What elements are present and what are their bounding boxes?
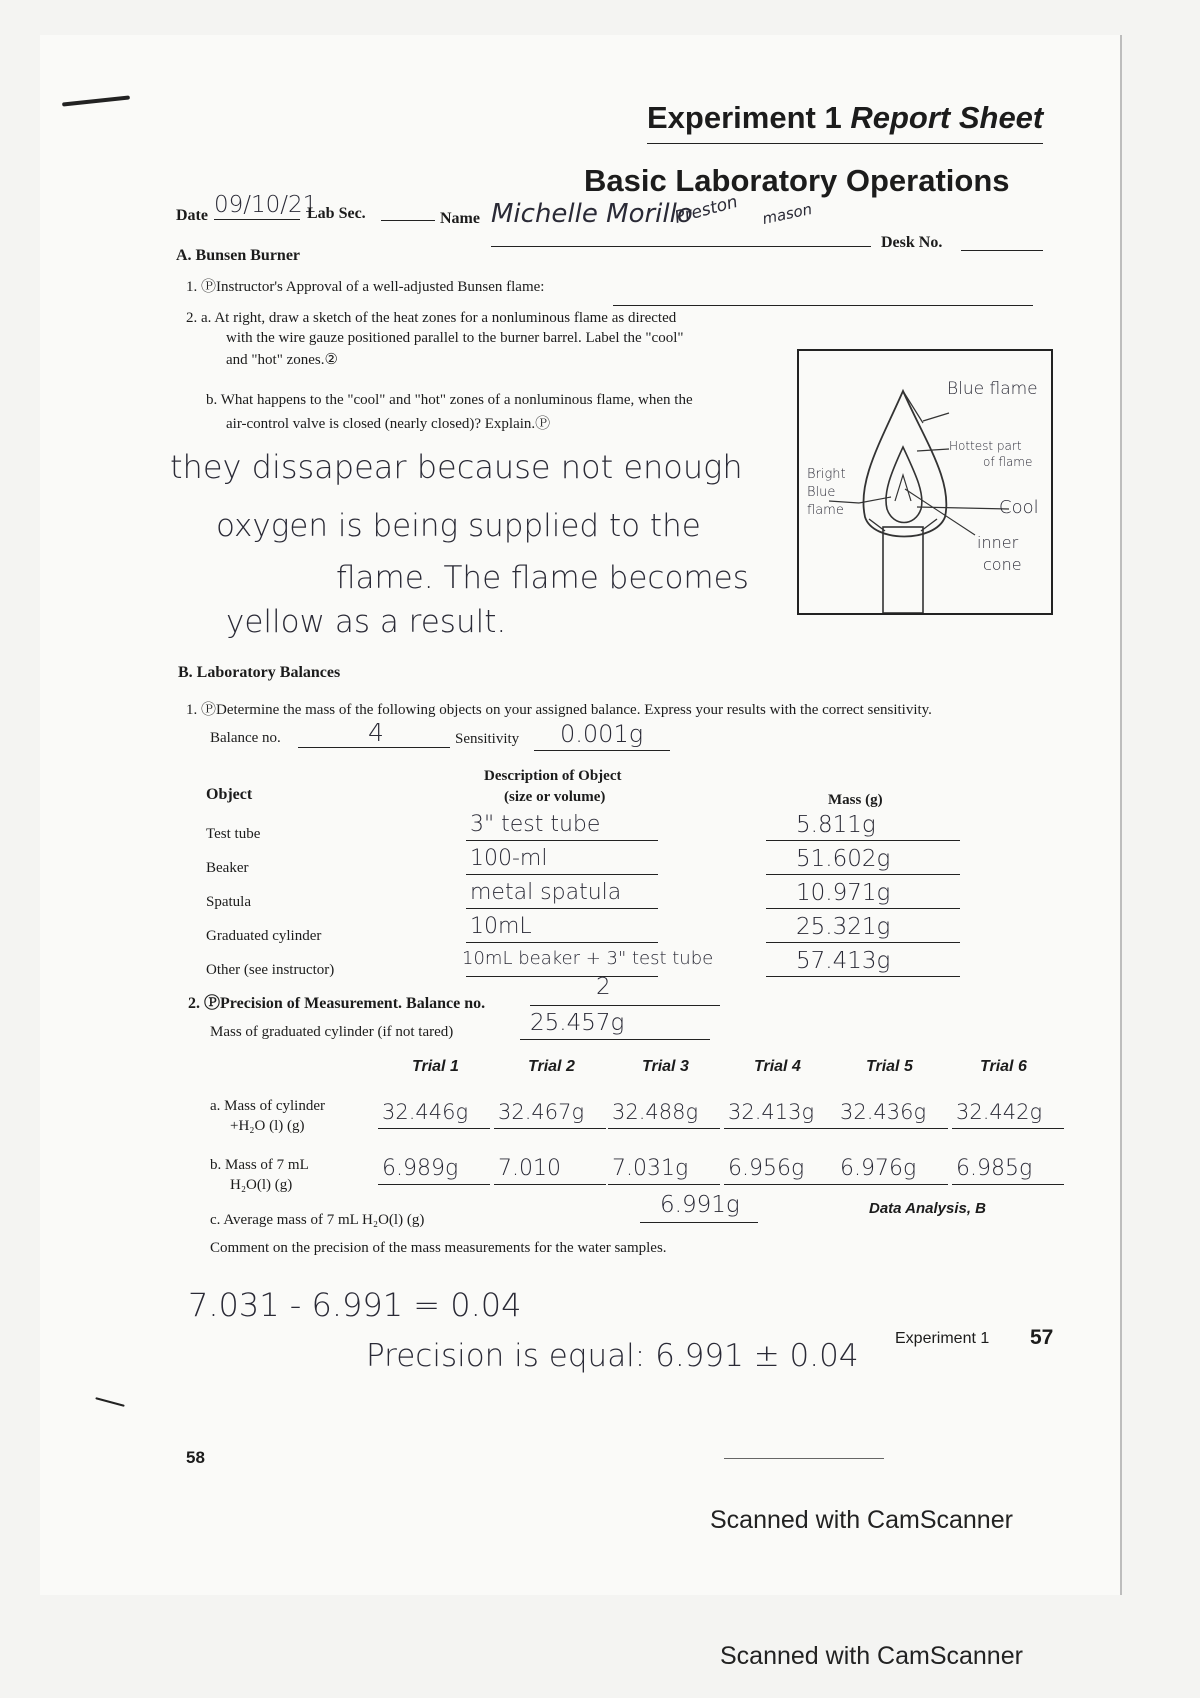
mass-cylinder-label: a. Mass of cylinder — [210, 1098, 325, 1114]
footer-rule — [724, 1458, 884, 1459]
section-a-q2b: air-control valve is closed (nearly closed)? Explain.Ⓟ — [226, 416, 551, 432]
average-mass-label: c. Average mass of 7 mL H₂O(l) (g) — [210, 1212, 425, 1228]
name-extra-2: mason — [760, 199, 814, 229]
cylinder-mass-line — [520, 1039, 710, 1040]
name-label: Name — [440, 210, 480, 227]
object-description: 3" test tube — [470, 812, 601, 837]
balance-line — [298, 747, 450, 748]
trial-header: Trial 1 — [412, 1058, 459, 1075]
report-title: Experiment 1 Report Sheet — [647, 100, 1044, 135]
precision-calculation: 7.031 - 6.991 = 0.04 — [188, 1286, 522, 1324]
object-description: 100-ml — [470, 846, 548, 871]
mass-line — [766, 976, 960, 977]
section-a-q2a: and "hot" zones.② — [226, 352, 338, 368]
section-b-q1: 1. ⓅDetermine the mass of the following objects on your assigned balance. Express your results with the correct sensitivity. — [186, 702, 932, 718]
sketch-label: Blue — [807, 485, 836, 500]
cylinder-mass-label: Mass of graduated cylinder (if not tared) — [210, 1024, 454, 1040]
name-line — [491, 246, 871, 247]
sketch-label: Cool — [999, 497, 1039, 518]
sensitivity-label: Sensitivity — [455, 731, 520, 747]
average-mass-line — [640, 1222, 758, 1223]
mass-line — [766, 942, 960, 943]
precision-balance-value: 2 — [596, 974, 611, 1000]
object-name: Test tube — [206, 826, 261, 842]
mass-line — [766, 908, 960, 909]
trial-line — [608, 1184, 720, 1185]
object-name: Beaker — [206, 860, 249, 876]
approval-line — [613, 305, 1033, 306]
trial-header: Trial 2 — [528, 1058, 575, 1075]
column-header-description: Description of Object — [484, 768, 622, 784]
trial-header: Trial 6 — [980, 1058, 1027, 1075]
comment-prompt: Comment on the precision of the mass measurements for the water samples. — [210, 1240, 667, 1256]
name-extra-1: Preston — [672, 192, 740, 228]
trial-line — [494, 1128, 606, 1129]
trial-header: Trial 5 — [866, 1058, 913, 1075]
data-analysis-note: Data Analysis, B — [869, 1200, 986, 1217]
water-mass-trial: 6.956g — [728, 1156, 805, 1181]
report-subtitle: Basic Laboratory Operations — [584, 163, 1010, 198]
precision-balance-line — [530, 1005, 720, 1006]
description-line — [466, 942, 658, 943]
desk-line — [961, 250, 1043, 251]
lab-sec-line — [381, 220, 435, 221]
page-number-left: 58 — [186, 1448, 205, 1467]
precision-result: Precision is equal: 6.991 ± 0.04 — [366, 1338, 859, 1374]
answer-line: flame. The flame becomes — [336, 560, 749, 596]
sketch-label: Blue flame — [947, 379, 1038, 399]
column-header-description: (size or volume) — [504, 789, 606, 805]
object-name: Other (see instructor) — [206, 962, 335, 978]
page-number-right: 57 — [1030, 1326, 1054, 1349]
sketch-label: flame — [807, 503, 844, 518]
column-header-object: Object — [206, 786, 253, 803]
sketch-label: Bright — [807, 467, 846, 482]
trial-header: Trial 4 — [754, 1058, 801, 1075]
sketch-label: inner — [977, 533, 1019, 552]
object-description: metal spatula — [470, 880, 622, 905]
object-description: 10mL — [470, 914, 532, 939]
section-a-heading: A. Bunsen Burner — [176, 247, 301, 264]
trial-line — [836, 1184, 948, 1185]
sketch-label: of flame — [983, 455, 1033, 469]
trial-line — [494, 1184, 606, 1185]
sensitivity-line — [534, 750, 670, 751]
mass-water-label: H₂O(l) (g) — [230, 1177, 293, 1193]
description-line — [466, 908, 658, 909]
sketch-label: Hottest part — [949, 439, 1022, 453]
date-line — [214, 219, 300, 220]
object-name: Graduated cylinder — [206, 928, 322, 944]
trial-line — [378, 1128, 490, 1129]
section-a-q2a: with the wire gauze positioned parallel to the burner barrel. Label the "cool" — [226, 330, 684, 346]
object-name: Spatula — [206, 894, 251, 910]
trial-line — [724, 1128, 836, 1129]
mass-cylinder-label: +H₂O (l) (g) — [230, 1118, 305, 1134]
cylinder-mass-trial: 32.446g — [382, 1100, 469, 1124]
answer-line: oxygen is being supplied to the — [216, 508, 701, 544]
water-mass-trial: 7.031g — [612, 1156, 689, 1181]
name-value: Michelle Morillo — [491, 199, 693, 229]
average-mass-value: 6.991g — [660, 1192, 740, 1218]
cylinder-mass-trial: 32.436g — [840, 1100, 927, 1124]
description-line — [466, 976, 658, 977]
cylinder-mass-value: 25.457g — [530, 1010, 625, 1036]
lab-sec-label: Lab Sec. — [307, 205, 366, 222]
balance-value: 4 — [368, 718, 384, 747]
answer-line: they dissapear because not enough — [170, 448, 743, 486]
cylinder-mass-trial: 32.413g — [728, 1100, 815, 1124]
date-value: 09/10/21 — [214, 192, 318, 218]
object-mass: 51.602g — [796, 846, 891, 872]
section-a-q2a: 2. a. At right, draw a sketch of the heat zones for a nonluminous flame as directed — [186, 310, 677, 326]
sketch-label: cone — [983, 555, 1022, 574]
camscanner-watermark: Scanned with CamScanner — [720, 1642, 1023, 1670]
section-a-q2b: b. What happens to the "cool" and "hot" zones of a nonluminous flame, when the — [206, 392, 693, 408]
water-mass-trial: 7.010 — [498, 1156, 561, 1181]
water-mass-trial: 6.985g — [956, 1156, 1033, 1181]
precision-heading: 2. ⓅPrecision of Measurement. Balance no. — [188, 995, 486, 1012]
desk-label: Desk No. — [881, 234, 943, 251]
trial-line — [724, 1184, 836, 1185]
cylinder-mass-trial: 32.442g — [956, 1100, 1043, 1124]
section-b-heading: B. Laboratory Balances — [178, 664, 341, 681]
flame-sketch-box — [797, 349, 1053, 615]
object-mass: 10.971g — [796, 880, 891, 906]
title-rule — [647, 143, 1043, 144]
object-mass: 25.321g — [796, 914, 891, 940]
sensitivity-value: 0.001g — [560, 720, 644, 748]
trial-line — [608, 1128, 720, 1129]
mass-line — [766, 840, 960, 841]
section-a-q1: 1. ⓅInstructor's Approval of a well-adjusted Bunsen flame: — [186, 279, 545, 295]
object-description: 10mL beaker + 3" test tube — [462, 948, 714, 969]
water-mass-trial: 6.976g — [840, 1156, 917, 1181]
mass-water-label: b. Mass of 7 mL — [210, 1157, 309, 1173]
object-mass: 57.413g — [796, 948, 891, 974]
trial-line — [952, 1184, 1064, 1185]
mass-line — [766, 874, 960, 875]
description-line — [466, 840, 658, 841]
trial-header: Trial 3 — [642, 1058, 689, 1075]
cylinder-mass-trial: 32.467g — [498, 1100, 585, 1124]
cylinder-mass-trial: 32.488g — [612, 1100, 699, 1124]
camscanner-watermark: Scanned with CamScanner — [710, 1506, 1013, 1534]
experiment-footer-label: Experiment 1 — [895, 1330, 990, 1347]
object-mass: 5.811g — [796, 812, 876, 838]
date-label: Date — [176, 207, 208, 224]
water-mass-trial: 6.989g — [382, 1156, 459, 1181]
trial-line — [378, 1184, 490, 1185]
column-header-mass: Mass (g) — [828, 792, 883, 808]
answer-line: yellow as a result. — [226, 604, 507, 640]
description-line — [466, 874, 658, 875]
balance-label: Balance no. — [210, 730, 281, 746]
trial-line — [836, 1128, 948, 1129]
trial-line — [952, 1128, 1064, 1129]
